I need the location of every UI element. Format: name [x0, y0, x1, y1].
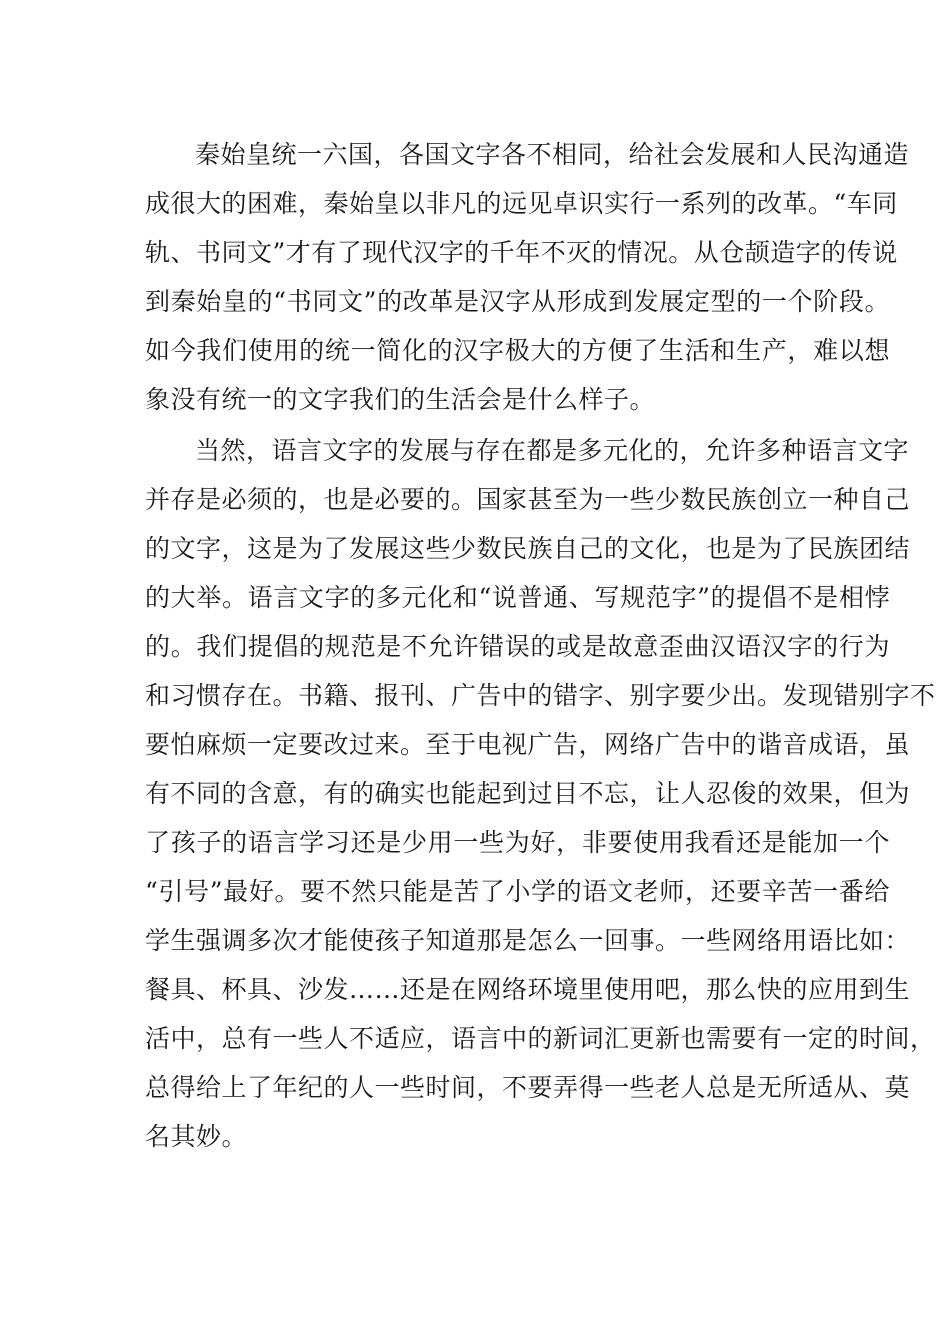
paragraph-line: 成很大的困难，秦始皇以非凡的远见卓识实行一系列的改革。“车同	[145, 189, 898, 218]
paragraph-line: 如今我们使用的统一简化的汉字极大的方便了生活和生产，难以想	[145, 336, 890, 365]
paragraph-line: 和习惯存在。书籍、报刊、广告中的错字、别字要少出。发现错别字不	[145, 681, 936, 710]
paragraph-2	[145, 426, 936, 1161]
paragraph-1	[145, 130, 910, 424]
paragraph-line: 到秦始皇的“书同文”的改革是汉字从形成到发展定型的一个阶段。	[145, 287, 890, 316]
paragraph-line: 并存是必须的，也是必要的。国家甚至为一些少数民族创立一种自己	[145, 485, 911, 514]
paragraph-line: 的文字，这是为了发展这些少数民族自己的文化，也是为了民族团结	[145, 534, 911, 563]
paragraph-line: 学生强调多次才能使孩子知道那是怎么一回事。一些网络用语比如：	[145, 926, 911, 955]
paragraph-line: 要怕麻烦一定要改过来。至于电视广告，网络广告中的谐音成语，虽	[145, 730, 911, 759]
paragraph-line: “引号”最好。要不然只能是苦了小学的语文老师，还要辛苦一番给	[145, 877, 890, 906]
paragraph-line: 秦始皇统一六国，各国文字各不相同，给社会发展和人民沟通造	[195, 140, 910, 169]
paragraph-line: 名其妙。	[145, 1122, 248, 1151]
paragraph-line: 的。我们提倡的规范是不允许错误的或是故意歪曲汉语汉字的行为	[145, 632, 890, 661]
paragraph-line: 有不同的含意，有的确实也能起到过目不忘，让人忍俊的效果，但为	[145, 779, 911, 808]
paragraph-line: 当然，语言文字的发展与存在都是多元化的，允许多种语言文字	[195, 436, 910, 465]
paragraph-line: 总得给上了年纪的人一些时间，不要弄得一些老人总是无所适从、莫	[145, 1073, 911, 1102]
paragraph-line: 象没有统一的文字我们的生活会是什么样子。	[145, 385, 656, 414]
paragraph-line: 轨、书同文”才有了现代汉字的千年不灭的情况。从仓颉造字的传说	[145, 238, 898, 267]
paragraph-line: 了孩子的语言学习还是少用一些为好，非要使用我看还是能加一个	[145, 828, 890, 857]
paragraph-line: 活中，总有一些人不适应，语言中的新词汇更新也需要有一定的时间，	[145, 1024, 936, 1053]
paragraph-line: 餐具、杯具、沙发……还是在网络环境里使用吧，那么快的应用到生	[145, 975, 911, 1004]
paragraph-line: 的大举。语言文字的多元化和“说普通、写规范字”的提倡不是相悖	[145, 583, 890, 612]
